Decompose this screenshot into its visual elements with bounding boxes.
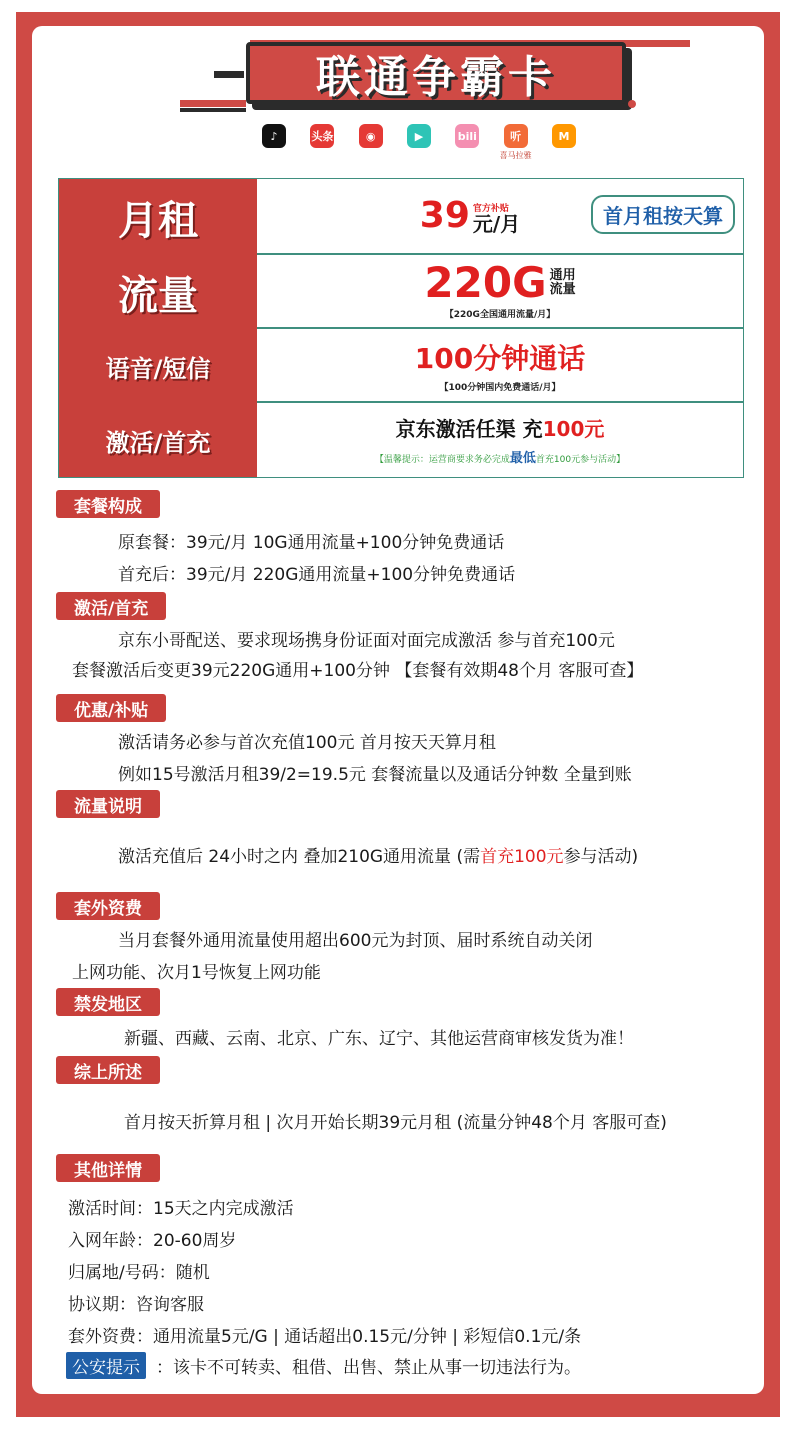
extra-line: 当月套餐外通用流量使用超出600元为封顶、届时系统自动关闭: [118, 931, 593, 951]
app-douyin: [254, 124, 294, 148]
price-subsidy: 官方补贴: [472, 204, 509, 214]
summary-cell-data: [257, 254, 743, 328]
summary-cell-activation: [257, 402, 743, 476]
data-line-prefix: 激活充值后 24小时之内 叠加210G通用流量 (需: [118, 847, 481, 867]
page-title: 联通争霸卡: [316, 52, 556, 103]
app-netease-music: [351, 124, 391, 148]
title-banner: [246, 42, 626, 104]
app-mango-tv: [544, 124, 584, 148]
details-line: 激活时间：15天之内完成激活: [68, 1199, 294, 1219]
activation-line: 套餐激活后变更39元220G通用+100分钟 【套餐有效期48个月 客服可查】: [72, 661, 644, 681]
activation-text-main: 京东激活任渠 充: [395, 416, 543, 441]
section-tag-details: 其他详情: [56, 1154, 160, 1182]
price-side: [473, 201, 520, 234]
details-line: 协议期：咨询客服: [68, 1295, 204, 1315]
details-line: 入网年龄：20-60周岁: [68, 1231, 237, 1251]
police-text: ：该卡不可转卖、租借、出售、禁止从事一切违法行为。: [156, 1358, 581, 1378]
section-tag-extra: 套外资费: [56, 892, 160, 920]
summary-label-data: 流量: [118, 272, 198, 319]
section-tag-restricted: 禁发地区: [56, 988, 160, 1016]
data-side-line: 通用: [549, 267, 576, 283]
summary-label-activation: 激活/首充: [105, 428, 211, 457]
restricted-line: 新疆、西藏、云南、北京、广东、辽宁、其他运营商审核发货为准！: [124, 1029, 634, 1049]
plan-summary-table: [58, 178, 744, 478]
douyin-icon: ♪: [262, 124, 286, 148]
tip-prefix: 【温馨提示：运营商要求务必完成: [374, 454, 510, 465]
app-video-player: [399, 124, 439, 148]
tip-emphasis: 最低: [509, 450, 536, 466]
activation-amount: 100元: [542, 416, 605, 441]
banner-stripe: [180, 100, 246, 107]
summary-label-rent: 月租: [118, 197, 198, 244]
details-line: 套外资费：通用流量5元/G | 通话超出0.15元/分钟 | 彩短信0.1元/条: [68, 1327, 582, 1347]
data-value: 220G: [424, 258, 547, 307]
app-bilibili: [447, 124, 487, 148]
app-caption: 喜马拉雅: [499, 151, 532, 160]
activation-text: [396, 413, 605, 442]
activation-tip: [375, 447, 625, 466]
police-label: 公安提示: [66, 1352, 146, 1379]
package-line: 首充后：39元/月 220G通用流量+100分钟免费通话: [118, 565, 516, 585]
banner-dot: [628, 100, 636, 108]
video-player-icon: ▶: [407, 124, 431, 148]
section-tag-data: 流量说明: [56, 790, 160, 818]
section-tag-activation: 激活/首充: [56, 592, 166, 620]
price-group: [419, 195, 521, 236]
price-unit: 元/月: [472, 212, 521, 236]
extra-line: 上网功能、次月1号恢复上网功能: [72, 963, 321, 983]
first-month-badge: 首月租按天算: [591, 195, 735, 234]
banner-stripe: [180, 108, 246, 112]
bilibili-icon: bili: [455, 124, 479, 148]
section-tag-discount: 优惠/补贴: [56, 694, 166, 722]
toutiao-icon: 头条: [310, 124, 334, 148]
discount-line: 激活请务必参与首次充值100元 首月按天天算月租: [118, 733, 496, 753]
data-note: 【220G全国通用流量/月】: [444, 310, 556, 320]
tip-suffix: 首充100元参与活动】: [535, 454, 626, 465]
data-description-line: [118, 842, 638, 867]
mango-tv-icon: M: [552, 124, 576, 148]
price-value: 39: [419, 195, 470, 236]
summary-cell-rent: [257, 179, 743, 253]
data-line-emphasis: 首充100元: [480, 847, 564, 867]
conclusion-line: 首月按天折算月租 | 次月开始长期39元月租 (流量分钟48个月 客服可查): [124, 1113, 667, 1133]
summary-cell-voice: [257, 328, 743, 402]
voice-note: 【100分钟国内免费通话/月】: [439, 383, 561, 393]
netease-music-icon: ◉: [359, 124, 383, 148]
ximalaya-icon: 听: [504, 124, 528, 148]
banner-stripe: [214, 71, 244, 78]
data-side: [550, 269, 576, 298]
app-ximalaya: [496, 124, 536, 161]
section-tag-package: 套餐构成: [56, 490, 160, 518]
app-icons-row: [254, 124, 584, 164]
package-line: 原套餐：39元/月 10G通用流量+100分钟免费通话: [118, 533, 505, 553]
voice-value: 100分钟通话: [414, 342, 586, 375]
data-line-suffix: 参与活动): [563, 847, 639, 867]
details-line: 归属地/号码：随机: [68, 1263, 210, 1283]
section-tag-conclusion: 综上所述: [56, 1056, 160, 1084]
discount-line: 例如15号激活月租39/2=19.5元 套餐流量以及通话分钟数 全量到账: [118, 765, 632, 785]
police-notice: [66, 1352, 581, 1379]
summary-label-voice: 语音/短信: [105, 354, 211, 383]
activation-line: 京东小哥配送、要求现场携身份证面对面完成激活 参与首充100元: [118, 631, 615, 651]
data-group: [424, 258, 576, 307]
data-side-line: 流量: [549, 282, 576, 297]
app-toutiao: [302, 124, 342, 148]
